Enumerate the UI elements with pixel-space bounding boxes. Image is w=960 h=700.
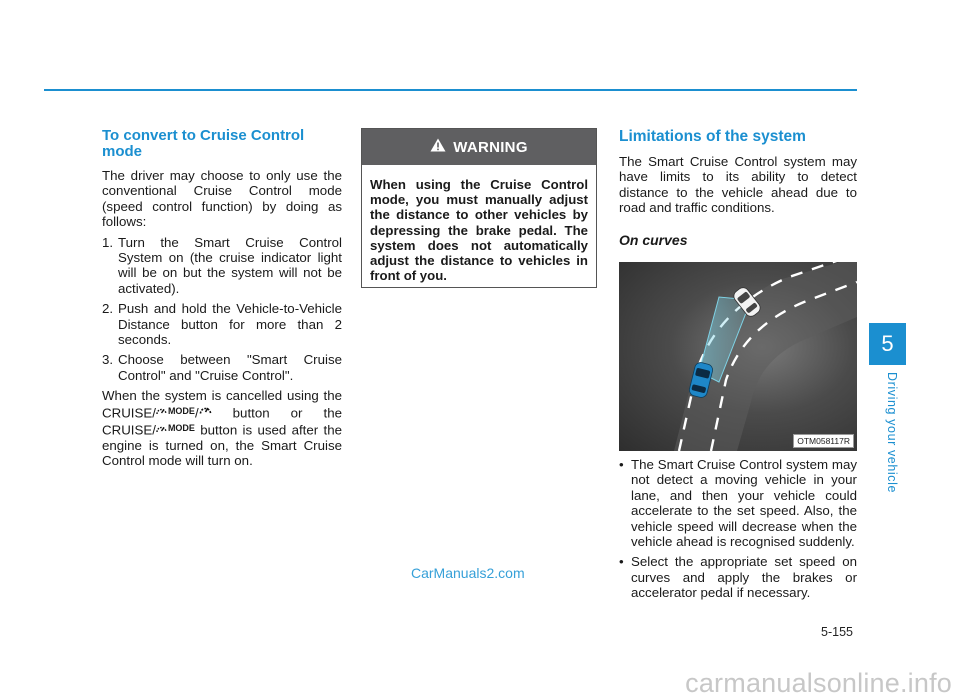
bullet-text: Select the appropriate set speed on curves and apply the brakes or accelerator pedal if necessary.	[631, 554, 857, 601]
chapter-number-tab: 5	[869, 323, 906, 365]
cruise-gauge-icon	[199, 404, 212, 416]
intro-paragraph: The driver may choose to only use the conventional Cruise Control mode (speed control function) by doing as follows:	[102, 168, 342, 230]
subheading-on-curves: On curves	[619, 231, 688, 248]
curved-road-drawing	[619, 262, 857, 451]
section-heading-limitations: Limitations of the system	[619, 128, 806, 145]
note-text: button or the CRUISE/	[102, 405, 342, 438]
cruise-mode-icon	[156, 421, 195, 436]
limitations-intro: The Smart Cruise Control system may have limits to its ability to detect distance to the vehicle ahead due to road and traffic conditions.	[619, 154, 857, 216]
bullet-text: The Smart Cruise Control system may not detect a moving vehicle in your lane, and then your vehicle could accelerate to the set speed. Also, the vehicle speed will decrease when the vehicle ahead is recognised suddenly.	[631, 457, 857, 550]
step-number: 1.	[102, 234, 114, 250]
step-item	[102, 301, 342, 347]
mode-label: MODE	[167, 405, 195, 416]
step-number: 3.	[102, 352, 114, 368]
illustration-code: OTM058117R	[793, 434, 854, 448]
note-text: /	[194, 405, 199, 421]
cancel-note	[102, 388, 342, 468]
chapter-title: Driving your vehicle	[885, 372, 899, 494]
note-text: When the system is cancelled using the CRUISE/	[102, 388, 342, 421]
limitations-bullets	[619, 457, 857, 606]
note-text: button is used after the engine is turned on, the Smart Cruise Control mode will turn on.	[102, 422, 342, 469]
left-column	[102, 128, 342, 474]
step-item	[102, 235, 342, 297]
watermark-link[interactable]: CarManuals2.com	[411, 565, 525, 581]
warning-box	[361, 128, 597, 288]
footer-watermark: carmanualsonline.info	[685, 668, 952, 698]
step-text: Push and hold the Vehicle-to-Vehicle Distance button for more than 2 seconds.	[118, 301, 342, 348]
cruise-mode-icon	[156, 404, 195, 419]
section-heading-cruise-control: To convert to Cruise Control mode	[102, 127, 305, 160]
header-rule	[44, 89, 857, 91]
warning-text: When using the Cruise Control mode, you must manually adjust the distance to other vehicles by depressing the brake pedal. The system does not automatically adjust the distance to vehicles in front of you.	[370, 177, 588, 284]
bullet-item	[619, 554, 857, 600]
page-number: 5-155	[821, 625, 853, 639]
bullet-item	[619, 457, 857, 549]
warning-header	[362, 129, 596, 165]
curve-illustration	[619, 262, 857, 451]
step-item	[102, 352, 342, 383]
warning-triangle-icon	[430, 138, 446, 156]
bullet-dot: •	[619, 457, 624, 472]
warning-title: WARNING	[453, 138, 528, 156]
step-text: Choose between "Smart Cruise Control" and "Cruise Control".	[118, 352, 342, 383]
step-text: Turn the Smart Cruise Control System on (the cruise indicator light will be on but the system will not be activated).	[118, 234, 342, 296]
bullet-dot: •	[619, 554, 624, 570]
step-number: 2.	[102, 301, 114, 317]
right-column	[619, 128, 857, 248]
mode-label: MODE	[167, 422, 195, 433]
